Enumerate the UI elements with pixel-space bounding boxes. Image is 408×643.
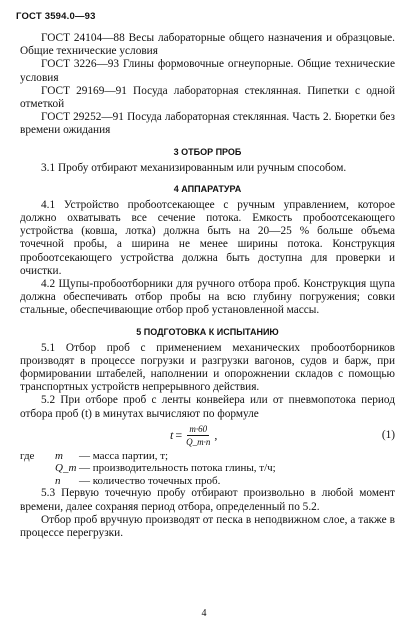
paragraph: Отбор проб вручную производят от песка в неподвижном слое, а также в процессе перегрузки.	[20, 513, 395, 539]
reference-item: ГОСТ 24104—88 Весы лабораторные общего назначения и образцовые. Общие технические условия	[20, 32, 395, 58]
reference-item: ГОСТ 29169—91 Посуда лабораторная стеклянная. Пипетки с одной отметкой	[20, 84, 395, 111]
formula	[170, 424, 217, 447]
section-heading: 5 ПОДГОТОВКА К ИСПЫТАНИЮ	[136, 326, 279, 337]
paragraph: 5.3 Первую точечную пробу отбирают произвольно в любой момент времени, далее сохраняя период отбора, определенный по 5.2.	[20, 487, 395, 513]
definition-symbol: n	[55, 474, 61, 487]
definition-lead: где	[20, 449, 35, 462]
paragraph: 5.1 Отбор проб с применением механических пробоотборников производят в процессе погрузки и разгрузки вагонов, судов и барж, при формировании штабелей, наполнении и опорожнении складов с помощью транспортных устройств непрерывного действия.	[20, 341, 395, 394]
definition-text: — количество точечных проб.	[79, 474, 221, 487]
definition-lead	[20, 475, 55, 488]
definition-row	[20, 475, 395, 488]
formula-comma: ,	[214, 427, 218, 442]
paragraph: 4.1 Устройство пробоотсекающее с ручным управлением, которое должно охватывать все сечение потока. Емкость пробоотсекающего устройства (ковша, лотка) должна быть на 20—25 % больше объема точечной пробы, а ширина не менее ширины потока. Конструкция пробоотсекающего устройства должна быть доступна для проверки и очистки.	[20, 198, 395, 277]
document-body	[20, 32, 395, 540]
paragraph: 4.2 Щупы-пробоотборники для ручного отбора проб. Конструкция щупа должна обеспечивать отбор пробы на всю глубину погружения; совки стальные, обеспечивающие отбор проб установленной массы.	[20, 278, 395, 317]
definition-lead	[20, 462, 55, 475]
definition-symbol: Q_m	[55, 462, 77, 475]
paragraph: 5.2 При отборе проб с ленты конвейера или от пневмопотока период отбора проб (t) в минутах вычисляют по формуле	[20, 394, 395, 420]
formula-equals: =	[175, 427, 183, 442]
reference-item: ГОСТ 3226—93 Глины формовочные огнеупорные. Общие технические условия	[20, 58, 395, 84]
definition-row	[20, 462, 395, 475]
formula-definitions	[20, 450, 395, 488]
formula-denominator: Q_m·n	[186, 436, 211, 447]
definition-text: — производительность потока глины, т/ч;	[79, 462, 276, 475]
section-heading: 4 АППАРАТУРА	[173, 183, 242, 194]
formula-block	[20, 422, 395, 448]
formula-fraction	[186, 424, 210, 447]
reference-item: ГОСТ 29252—91 Посуда лабораторная стеклянная. Часть 2. Бюретки без времени ожидания	[20, 111, 395, 137]
definition-text: — масса партии, т;	[79, 449, 169, 462]
page-number: 4	[201, 608, 207, 619]
formula-numerator: m·60	[189, 423, 208, 434]
equation-number: (1)	[381, 428, 395, 441]
paragraph: 3.1 Пробу отбирают механизированным или ручным способом.	[41, 161, 347, 174]
document-header: ГОСТ 3594.0—93	[16, 11, 96, 22]
definition-row	[20, 450, 395, 463]
definition-symbol: m	[55, 449, 63, 462]
section-heading: 3 ОТБОР ПРОБ	[173, 146, 242, 157]
formula-lhs: t	[170, 427, 174, 442]
